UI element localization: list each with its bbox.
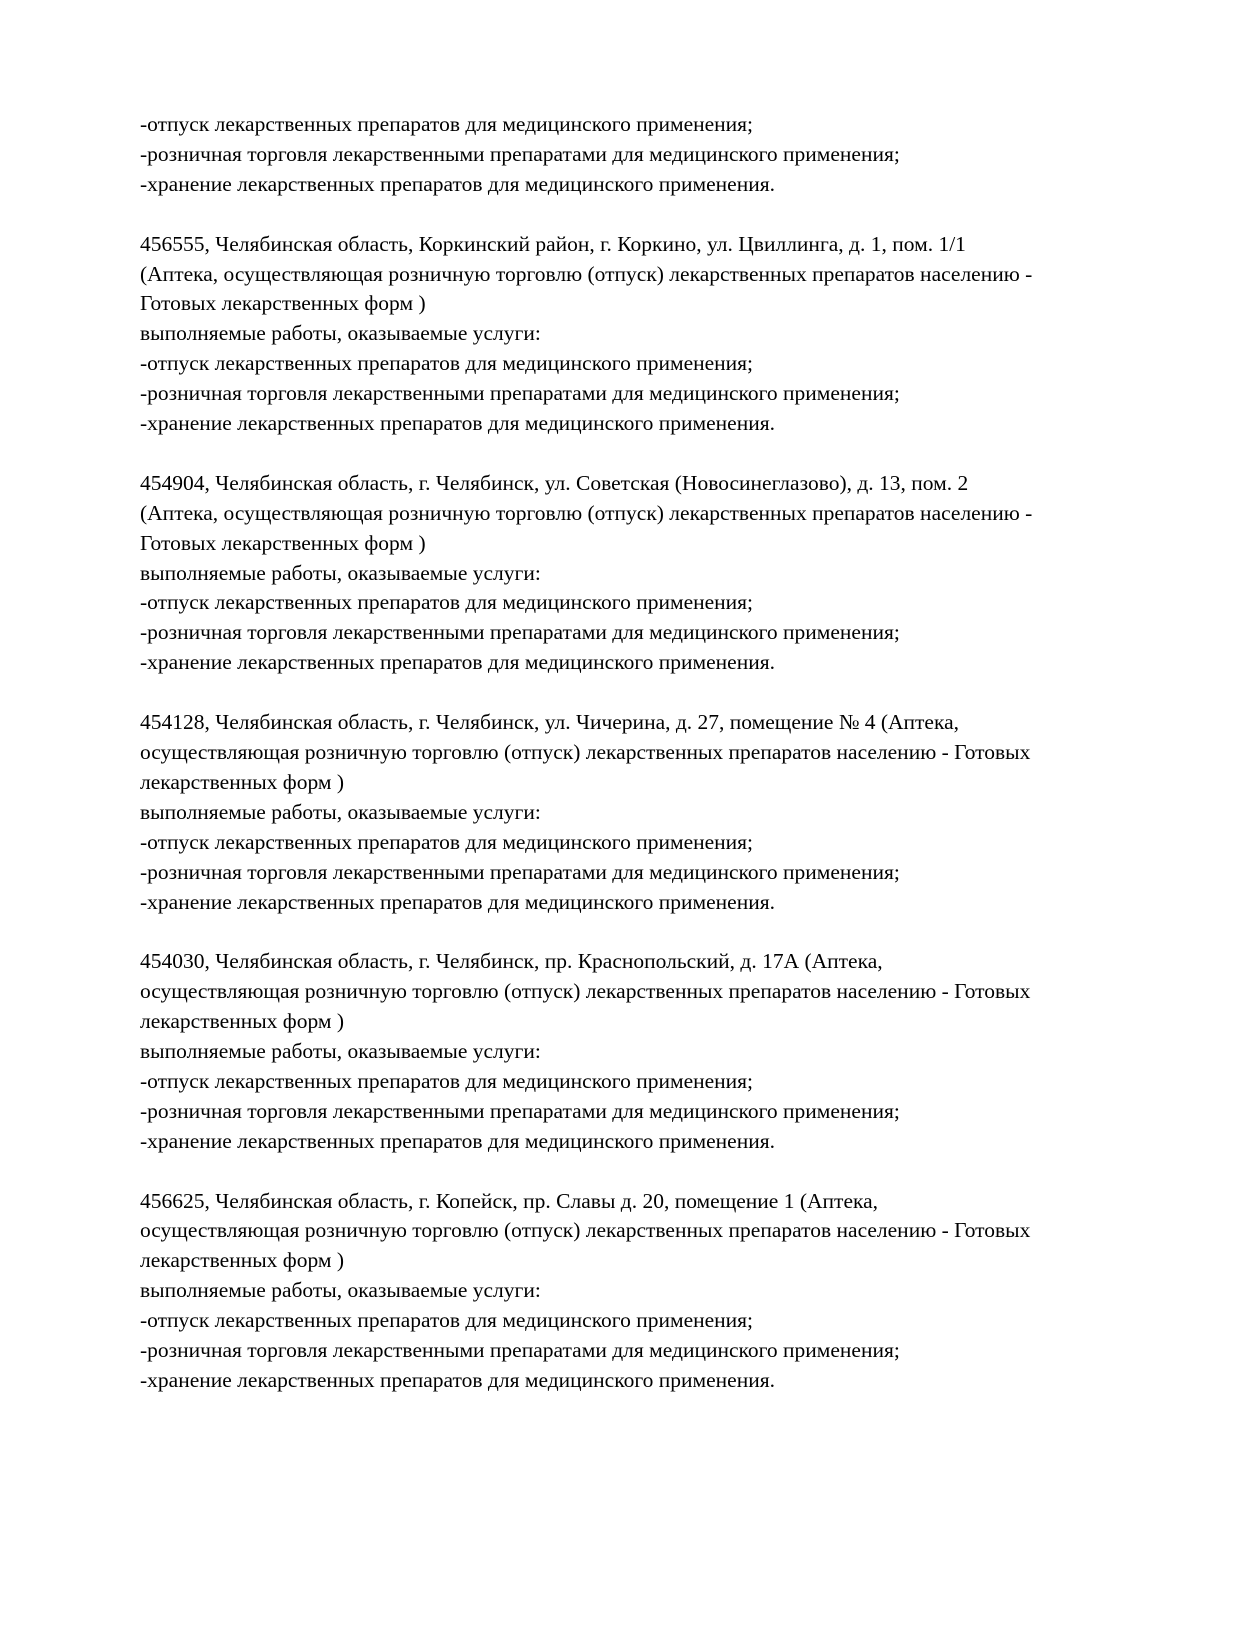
entry-address-line: Готовых лекарственных форм ) xyxy=(140,291,426,316)
license-entry xyxy=(140,947,1156,1156)
entry-address-line: (Аптека, осуществляющая розничную торговлю (отпуск) лекарственных препаратов населению - xyxy=(140,261,1033,286)
service-line: -хранение лекарственных препаратов для медицинского применения. xyxy=(140,171,775,196)
entry-address-line: лекарственных форм ) xyxy=(140,1009,345,1034)
entry-service-line: -отпуск лекарственных препаратов для медицинского применения; xyxy=(140,590,754,615)
entry-address-line: 456555, Челябинская область, Коркинский район, г. Коркино, ул. Цвиллинга, д. 1, пом. 1/1 xyxy=(140,231,966,256)
entry-address-line: осуществляющая розничную торговлю (отпуск) лекарственных препаратов населению - Готовых xyxy=(140,1218,1031,1243)
entry-address-line: 456625, Челябинская область, г. Копейск, пр. Славы д. 20, помещение 1 (Аптека, xyxy=(140,1188,879,1213)
entry-works-heading: выполняемые работы, оказываемые услуги: xyxy=(140,799,541,824)
entry-service-line: -отпуск лекарственных препаратов для медицинского применения; xyxy=(140,351,754,376)
entry-works-heading: выполняемые работы, оказываемые услуги: xyxy=(140,1278,541,1303)
service-line: -отпуск лекарственных препаратов для медицинского применения; xyxy=(140,112,754,136)
entry-address-line: (Аптека, осуществляющая розничную торговлю (отпуск) лекарственных препаратов населению - xyxy=(140,500,1033,525)
entry-service-line: -отпуск лекарственных препаратов для медицинского применения; xyxy=(140,1308,754,1333)
entry-service-line: -отпуск лекарственных препаратов для медицинского применения; xyxy=(140,1068,754,1093)
entry-service-line: -хранение лекарственных препаратов для медицинского применения. xyxy=(140,650,775,675)
entry-service-line: -розничная торговля лекарственными препаратами для медицинского применения; xyxy=(140,620,900,645)
license-entry xyxy=(140,1187,1156,1396)
entry-address-line: Готовых лекарственных форм ) xyxy=(140,530,426,555)
entry-service-line: -хранение лекарственных препаратов для медицинского применения. xyxy=(140,1367,775,1392)
entry-service-line: -хранение лекарственных препаратов для медицинского применения. xyxy=(140,411,775,436)
entry-service-line: -розничная торговля лекарственными препаратами для медицинского применения; xyxy=(140,1098,900,1123)
entry-service-line: -хранение лекарственных препаратов для медицинского применения. xyxy=(140,889,775,914)
entry-works-heading: выполняемые работы, оказываемые услуги: xyxy=(140,321,541,346)
entry-service-line: -розничная торговля лекарственными препаратами для медицинского применения; xyxy=(140,859,900,884)
entry-service-line: -хранение лекарственных препаратов для медицинского применения. xyxy=(140,1128,775,1153)
license-entry xyxy=(140,469,1156,678)
entry-service-line: -розничная торговля лекарственными препаратами для медицинского применения; xyxy=(140,381,900,406)
entry-address-line: 454904, Челябинская область, г. Челябинск, ул. Советская (Новосинеглазово), д. 13, пом. 2 xyxy=(140,470,969,495)
entry-address-line: 454128, Челябинская область, г. Челябинск, ул. Чичерина, д. 27, помещение № 4 (Аптека, xyxy=(140,710,960,735)
entry-works-heading: выполняемые работы, оказываемые услуги: xyxy=(140,560,541,585)
license-entry xyxy=(140,708,1156,917)
license-entry xyxy=(140,230,1156,439)
entry-address-line: лекарственных форм ) xyxy=(140,769,345,794)
entry-service-line: -розничная торговля лекарственными препаратами для медицинского применения; xyxy=(140,1338,900,1363)
entry-works-heading: выполняемые работы, оказываемые услуги: xyxy=(140,1039,541,1064)
entry-address-line: 454030, Челябинская область, г. Челябинск, пр. Краснопольский, д. 17А (Аптека, xyxy=(140,949,883,974)
entry-address-line: лекарственных форм ) xyxy=(140,1248,345,1273)
license-list xyxy=(140,110,1156,1396)
continuation-services-block xyxy=(140,110,1156,200)
entry-service-line: -отпуск лекарственных препаратов для медицинского применения; xyxy=(140,829,754,854)
entry-address-line: осуществляющая розничную торговлю (отпуск) лекарственных препаратов населению - Готовых xyxy=(140,739,1031,764)
service-line: -розничная торговля лекарственными препаратами для медицинского применения; xyxy=(140,141,900,166)
entry-address-line: осуществляющая розничную торговлю (отпуск) лекарственных препаратов населению - Готовых xyxy=(140,979,1031,1004)
